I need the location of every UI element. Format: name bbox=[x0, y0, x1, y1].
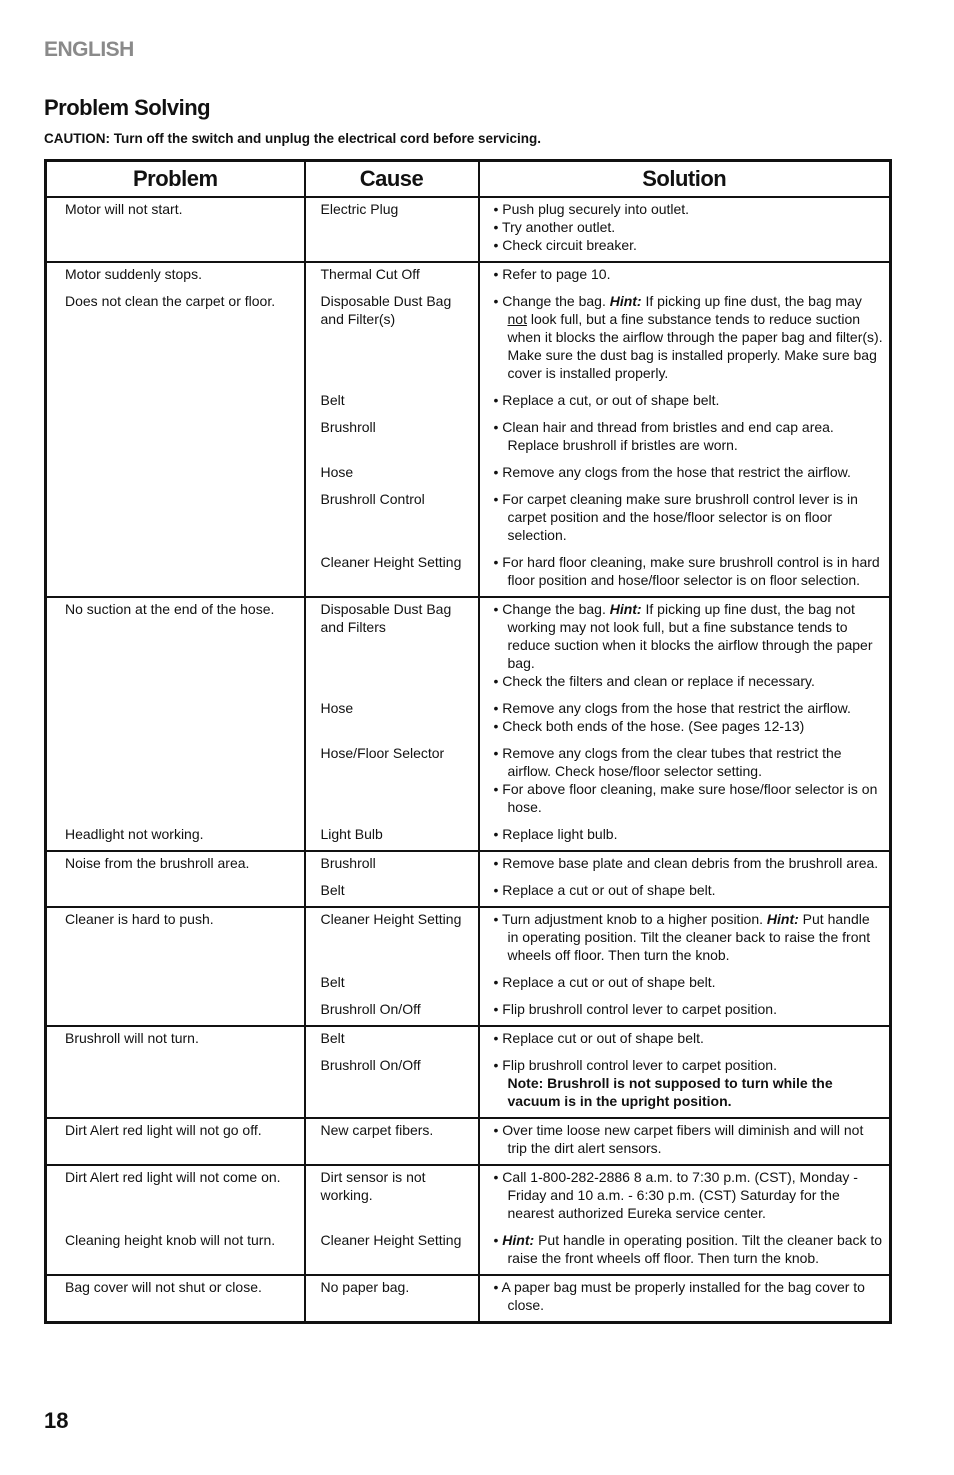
problem-cell: Motor will not start. bbox=[65, 201, 183, 217]
cause-cell: Disposable Dust Bag and Filters bbox=[320, 601, 452, 635]
table-row bbox=[46, 1229, 891, 1275]
cause-cell: No paper bag. bbox=[320, 1279, 410, 1295]
cause-cell: Hose bbox=[320, 700, 354, 716]
problem-cell: Bag cover will not shut or close. bbox=[65, 1279, 262, 1295]
caution-note: CAUTION: Turn off the switch and unplug the electrical cord before servicing. bbox=[44, 131, 542, 146]
table-row bbox=[46, 551, 891, 597]
table-row bbox=[46, 998, 891, 1026]
solution-item: • Call 1-800-282-2886 8 a.m. to 7:30 p.m. (CST), Monday - Friday and 10 a.m. - 6:30 p.m. (CST) Saturday for the nearest authorized Eureka service center. bbox=[494, 1168, 884, 1222]
table-row bbox=[46, 597, 891, 697]
cause-cell: Cleaner Height Setting bbox=[320, 554, 462, 570]
solution-item: • Try another outlet. bbox=[494, 218, 884, 236]
header-problem: Problem bbox=[46, 161, 305, 198]
solution-item: • Replace a cut or out of shape belt. bbox=[494, 973, 884, 991]
solution-item: • For above floor cleaning, make sure hose/floor selector is on hose. bbox=[494, 780, 884, 816]
problem-cell: Dirt Alert red light will not go off. bbox=[65, 1122, 262, 1138]
problem-cell bbox=[65, 389, 304, 398]
problem-cell bbox=[65, 697, 304, 706]
solution-item: • Remove any clogs from the hose that restrict the airflow. bbox=[494, 699, 884, 717]
solution-item: • Hint: Put handle in operating position. Tilt the cleaner back to raise the front wheels off floor. Then turn the knob. bbox=[494, 1231, 884, 1267]
problem-cell bbox=[65, 998, 304, 1007]
solution-item: • For carpet cleaning make sure brushroll control lever is in carpet position and the hose/floor selector is on floor selection. bbox=[494, 490, 884, 544]
solution-item: • Check both ends of the hose. (See pages 12-13) bbox=[494, 717, 884, 735]
cause-cell: Disposable Dust Bag and Filter(s) bbox=[320, 293, 452, 327]
table-row bbox=[46, 907, 891, 971]
table-row bbox=[46, 262, 891, 290]
solution-item: • Flip brushroll control lever to carpet position. bbox=[494, 1000, 884, 1018]
problem-cell: Brushroll will not turn. bbox=[65, 1030, 199, 1046]
problem-cell bbox=[65, 1054, 304, 1063]
table-row bbox=[46, 879, 891, 907]
table-row bbox=[46, 1165, 891, 1229]
table-row bbox=[46, 823, 891, 851]
solution-item: • Remove any clogs from the clear tubes that restrict the airflow. Check hose/floor selector setting. bbox=[494, 744, 884, 780]
solution-item: • A paper bag must be properly installed for the bag cover to close. bbox=[494, 1278, 884, 1314]
problem-cell: No suction at the end of the hose. bbox=[65, 601, 275, 617]
problem-cell: Headlight not working. bbox=[65, 826, 204, 842]
problem-cell: Cleaner is hard to push. bbox=[65, 911, 214, 927]
problem-cell bbox=[65, 971, 304, 980]
table-row bbox=[46, 488, 891, 551]
solution-item: • Replace a cut or out of shape belt. bbox=[494, 881, 884, 899]
solution-item: • Change the bag. Hint: If picking up fine dust, the bag may not look full, but a fine substance tends to reduce suction when it blocks the airflow through the paper bag and filter(s). Make sure the dust bag is installed properly. Make sure bag cover is installed properly. bbox=[494, 292, 884, 382]
cause-cell: Belt bbox=[320, 392, 345, 408]
cause-cell: Light Bulb bbox=[320, 826, 383, 842]
problem-cell bbox=[65, 742, 304, 751]
cause-cell: Brushroll bbox=[320, 419, 376, 435]
solution-item: • Replace a cut, or out of shape belt. bbox=[494, 391, 884, 409]
cause-cell: Hose/Floor Selector bbox=[320, 745, 445, 761]
problem-solving-table bbox=[44, 159, 892, 1324]
problem-cell bbox=[65, 461, 304, 470]
solution-item: • Clean hair and thread from bristles and end cap area. Replace brushroll if bristles are worn. bbox=[494, 418, 884, 454]
table-row bbox=[46, 851, 891, 879]
table-row bbox=[46, 197, 891, 262]
solution-item: • Replace light bulb. bbox=[494, 825, 884, 843]
solution-item: • Remove any clogs from the hose that restrict the airflow. bbox=[494, 463, 884, 481]
cause-cell: Belt bbox=[320, 882, 345, 898]
header-cause: Cause bbox=[305, 161, 479, 198]
cause-cell: Belt bbox=[320, 1030, 345, 1046]
table-row bbox=[46, 742, 891, 823]
cause-cell: Dirt sensor is not working. bbox=[320, 1169, 426, 1203]
cause-cell: Brushroll Control bbox=[320, 491, 425, 507]
cause-cell: Electric Plug bbox=[320, 201, 399, 217]
table-row bbox=[46, 389, 891, 416]
language-label: ENGLISH bbox=[44, 38, 134, 61]
problem-cell: Does not clean the carpet or floor. bbox=[65, 293, 276, 309]
solution-item: • Replace cut or out of shape belt. bbox=[494, 1029, 884, 1047]
cause-cell: Cleaner Height Setting bbox=[320, 1232, 462, 1248]
solution-item: • For hard floor cleaning, make sure brushroll control is in hard floor position and hose/floor selector is on floor selection. bbox=[494, 553, 884, 589]
cause-cell: Thermal Cut Off bbox=[320, 266, 420, 282]
solution-item: • Change the bag. Hint: If picking up fine dust, the bag not working may not look full, but a fine substance tends to reduce suction when it blocks the airflow through the paper bag. bbox=[494, 600, 884, 672]
table-row bbox=[46, 1026, 891, 1054]
problem-cell bbox=[65, 551, 304, 560]
problem-cell bbox=[65, 488, 304, 497]
cause-cell: Cleaner Height Setting bbox=[320, 911, 462, 927]
problem-cell: Motor suddenly stops. bbox=[65, 266, 202, 282]
problem-cell: Noise from the brushroll area. bbox=[65, 855, 250, 871]
cause-cell: Brushroll On/Off bbox=[320, 1001, 421, 1017]
solution-item: • Check the filters and clean or replace if necessary. bbox=[494, 672, 884, 690]
solution-item: • Over time loose new carpet fibers will diminish and will not trip the dirt alert sensors. bbox=[494, 1121, 884, 1157]
problem-cell: Dirt Alert red light will not come on. bbox=[65, 1169, 281, 1185]
solution-item: • Turn adjustment knob to a higher position. Hint: Put handle in operating position. Tilt the cleaner back to raise the front wheels off floor. Then turn the knob. bbox=[494, 910, 884, 964]
solution-item: • Check circuit breaker. bbox=[494, 236, 884, 254]
problem-cell: Cleaning height knob will not turn. bbox=[65, 1232, 276, 1248]
cause-cell: Brushroll bbox=[320, 855, 376, 871]
note-text: Note: Brushroll is not supposed to turn while the vacuum is in the upright position. bbox=[507, 1075, 833, 1109]
solution-item: • Remove base plate and clean debris from the brushroll area. bbox=[494, 854, 884, 872]
problem-cell bbox=[65, 879, 304, 888]
table-row bbox=[46, 290, 891, 389]
solution-item: • Refer to page 10. bbox=[494, 265, 884, 283]
table-row bbox=[46, 416, 891, 461]
cause-cell: Hose bbox=[320, 464, 354, 480]
table-row bbox=[46, 697, 891, 742]
page-title: Problem Solving bbox=[44, 95, 211, 120]
solution-item: • Flip brushroll control lever to carpet position. bbox=[494, 1056, 884, 1074]
cause-cell: New carpet fibers. bbox=[320, 1122, 434, 1138]
solution-item: • Push plug securely into outlet. bbox=[494, 200, 884, 218]
cause-cell: Brushroll On/Off bbox=[320, 1057, 421, 1073]
problem-cell bbox=[65, 416, 304, 425]
table-row bbox=[46, 461, 891, 488]
table-row bbox=[46, 1275, 891, 1323]
table-row bbox=[46, 1054, 891, 1118]
table-row bbox=[46, 971, 891, 998]
table-row bbox=[46, 1118, 891, 1165]
header-solution: Solution bbox=[479, 161, 891, 198]
page-number: 18 bbox=[44, 1408, 69, 1433]
cause-cell: Belt bbox=[320, 974, 345, 990]
